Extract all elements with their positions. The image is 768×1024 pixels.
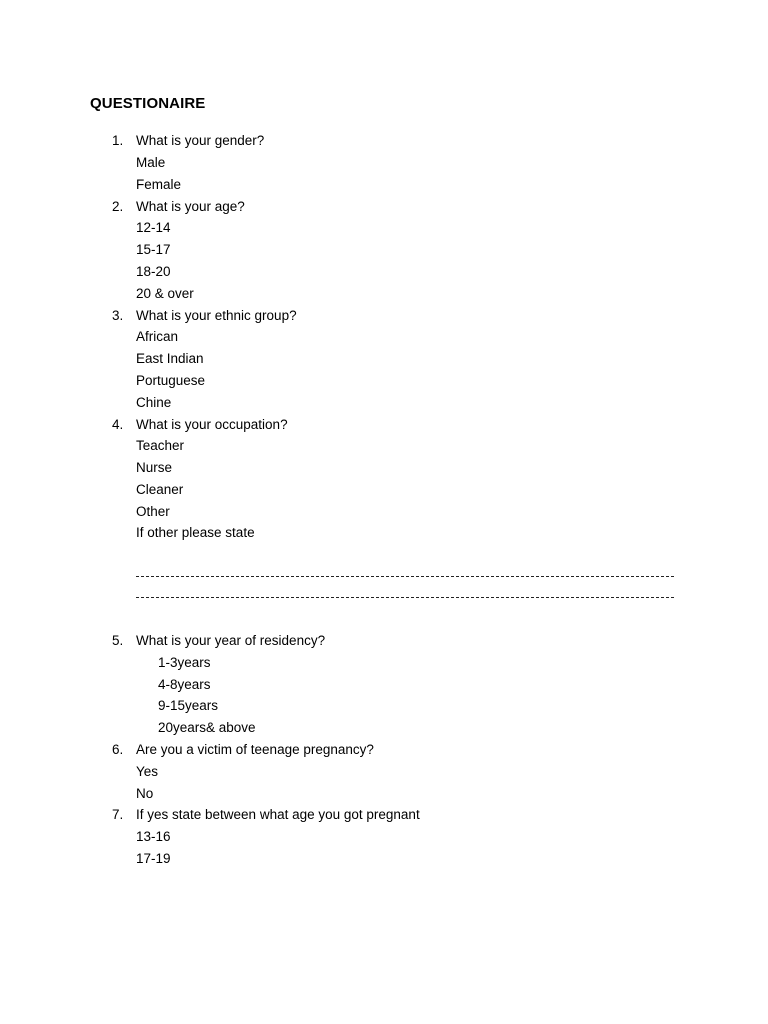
question-5 xyxy=(0,630,768,739)
option-label: 15-17 xyxy=(136,242,171,258)
option-label: 9-15years xyxy=(158,698,219,714)
question-row xyxy=(0,305,768,327)
option-label: Nurse xyxy=(136,460,173,476)
answer-option xyxy=(0,370,768,392)
question-text: What is your ethnic group? xyxy=(136,307,297,323)
write-in-line[interactable] xyxy=(136,597,674,598)
question-row xyxy=(0,196,768,218)
option-label: Teacher xyxy=(136,438,185,454)
answer-option xyxy=(0,174,768,196)
option-label: African xyxy=(136,329,179,345)
option-label: 20 & over xyxy=(136,285,194,301)
question-text: What is your occupation? xyxy=(136,416,288,432)
answer-option xyxy=(0,479,768,501)
answer-option xyxy=(0,761,768,783)
option-label: Other xyxy=(136,503,170,519)
option-label: Female xyxy=(136,176,182,192)
question-1 xyxy=(0,130,768,195)
option-label: 12-14 xyxy=(136,220,171,236)
answer-option xyxy=(0,217,768,239)
question-number: 6. xyxy=(112,742,124,757)
question-4 xyxy=(0,414,768,545)
option-label: No xyxy=(136,785,154,801)
option-label: Cleaner xyxy=(136,481,184,497)
option-label: 17-19 xyxy=(136,850,171,866)
answer-option xyxy=(0,152,768,174)
question-number: 5. xyxy=(112,633,124,648)
answer-option xyxy=(0,848,768,870)
answer-option xyxy=(0,348,768,370)
question-text: What is your age? xyxy=(136,198,245,214)
question-text: What is your gender? xyxy=(136,133,265,148)
answer-option xyxy=(0,501,768,523)
question-6 xyxy=(0,739,768,804)
option-label: Male xyxy=(136,154,166,170)
question-text: What is your year of residency? xyxy=(136,633,326,648)
question-row xyxy=(0,414,768,436)
option-label: East Indian xyxy=(136,351,204,367)
option-label: Portuguese xyxy=(136,372,206,388)
option-label: If other please state xyxy=(136,525,255,541)
answer-option xyxy=(0,652,768,674)
answer-option xyxy=(0,457,768,479)
answer-option xyxy=(0,522,768,544)
answer-option xyxy=(0,239,768,261)
question-3 xyxy=(0,305,768,414)
option-label: 4-8years xyxy=(158,676,211,692)
option-label: Yes xyxy=(136,763,159,779)
answer-option xyxy=(0,717,768,739)
question-row xyxy=(0,804,768,826)
question-number: 7. xyxy=(112,807,124,822)
option-label: Chine xyxy=(136,394,172,410)
question-number: 2. xyxy=(112,198,124,214)
page-title: QUESTIONAIRE xyxy=(90,95,206,112)
option-label: 1-3years xyxy=(158,654,211,670)
question-number: 4. xyxy=(112,416,124,432)
question-number: 1. xyxy=(112,133,124,148)
option-label: 13-16 xyxy=(136,828,171,844)
answer-option xyxy=(0,695,768,717)
question-number: 3. xyxy=(112,307,124,323)
write-in-line[interactable] xyxy=(136,576,674,577)
question-row xyxy=(0,130,768,152)
answer-option xyxy=(0,435,768,457)
question-text: If yes state between what age you got pregnant xyxy=(136,807,420,822)
answer-option xyxy=(0,326,768,348)
question-row xyxy=(0,630,768,652)
option-label: 18-20 xyxy=(136,263,171,279)
answer-option xyxy=(0,674,768,696)
answer-option xyxy=(0,783,768,805)
question-text: Are you a victim of teenage pregnancy? xyxy=(136,742,374,757)
question-2 xyxy=(0,196,768,305)
answer-option xyxy=(0,826,768,848)
option-label: 20years& above xyxy=(158,720,256,736)
answer-option xyxy=(0,261,768,283)
question-7 xyxy=(0,804,768,869)
answer-option xyxy=(0,392,768,414)
answer-option xyxy=(0,283,768,305)
question-row xyxy=(0,739,768,761)
